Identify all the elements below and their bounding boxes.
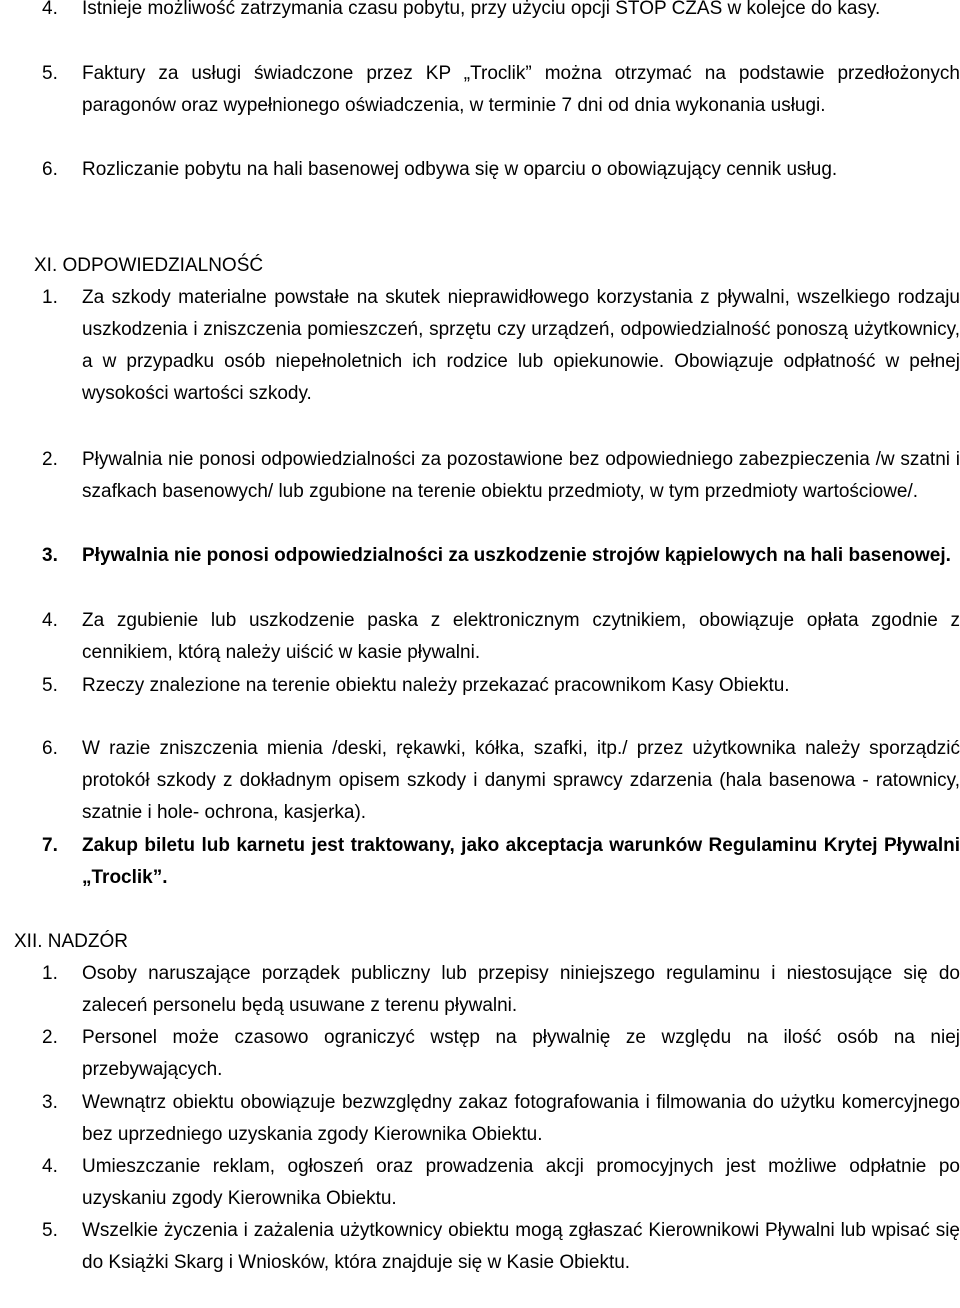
- item-text: Umieszczanie reklam, ogłoszeń oraz prowadzenia akcji promocyjnych jest możliwe odpłatnie po uzyskaniu zgody Kierownika Obiektu.: [82, 1156, 960, 1209]
- item-number: 5.: [42, 63, 58, 84]
- item-number: 4.: [42, 0, 58, 19]
- item-number: 6.: [42, 159, 58, 180]
- item-text: Za zgubienie lub uszkodzenie paska z elektronicznym czytnikiem, obowiązuje opłata zgodnie z cennikiem, którą należy uiścić w kasie pływalni.: [82, 610, 960, 663]
- item-text: Wszelkie życzenia i zażalenia użytkownicy obiektu mogą zgłaszać Kierownikowi Pływalni lub wpisać się do Książki Skarg i Wniosków, która znajduje się w Kasie Obiektu.: [82, 1220, 960, 1273]
- item-text: Pływalnia nie ponosi odpowiedzialności za uszkodzenie strojów kąpielowych na hali basenowej.: [82, 545, 951, 566]
- item-text: Za szkody materialne powstałe na skutek nieprawidłowego korzystania z pływalni, wszelkiego rodzaju uszkodzenia i zniszczenia pomieszczeń, sprzętu czy urządzeń, odpowiedzialność ponoszą użytkownicy, a w przypadku osób niepełnoletnich ich rodzice lub opiekunowie. Obowiązuje odpłatność w pełnej wysokości wartości szkody.: [82, 287, 960, 404]
- item-number: 1.: [42, 287, 58, 308]
- item-text: Zakup biletu lub karnetu jest traktowany, jako akceptacja warunków Regulaminu Krytej Pływalni „Troclik”.: [82, 835, 960, 888]
- list-item-xii-4: [42, 1151, 960, 1215]
- item-number: 4.: [42, 1156, 58, 1177]
- item-text: Osoby naruszające porządek publiczny lub przepisy niniejszego regulaminu i niestosujące się do zaleceń personelu będą usuwane z terenu pływalni.: [82, 963, 960, 1016]
- item-number: 4.: [42, 610, 58, 631]
- section-heading-xi: XI. ODPOWIEDZIALNOŚĆ: [34, 255, 264, 276]
- list-item-xi-2: [42, 444, 960, 540]
- list-item-xi-5: [42, 670, 960, 734]
- list-item-prev-6: [42, 154, 960, 218]
- item-text: Istnieje możliwość zatrzymania czasu pobytu, przy użyciu opcji STOP CZAS w kolejce do kasy.: [82, 0, 881, 19]
- list-item-xii-5: [42, 1215, 960, 1308]
- list-item-xii-3: [42, 1087, 960, 1151]
- list-item-prev-5: [42, 58, 960, 154]
- list-item-xii-2: [42, 1022, 960, 1086]
- item-number: 5.: [42, 1220, 58, 1241]
- item-text: W razie zniszczenia mienia /deski, rękawki, kółka, szafki, itp./ przez użytkownika należy sporządzić protokół szkody z dokładnym opisem szkody i danymi sprawcy zdarzenia (hala basenowa - ratownicy, szatnie i hole- ochrona, kasjerka).: [82, 738, 960, 823]
- list-item-prev-4: [42, 0, 960, 57]
- list-item-xi-1: [42, 282, 960, 442]
- item-number: 2.: [42, 449, 58, 470]
- item-number: 5.: [42, 675, 58, 696]
- item-text: Personel może czasowo ograniczyć wstęp na pływalnię ze względu na ilość osób na niej przebywających.: [82, 1027, 960, 1080]
- item-number: 7.: [42, 835, 58, 856]
- list-item-xii-1: [42, 958, 960, 1022]
- item-number: 3.: [42, 545, 58, 566]
- list-item-xi-3: [42, 540, 960, 604]
- item-number: 2.: [42, 1027, 58, 1048]
- item-number: 6.: [42, 738, 58, 759]
- item-text: Rozliczanie pobytu na hali basenowej odbywa się w oparciu o obowiązujący cennik usług.: [82, 159, 838, 180]
- item-text: Faktury za usługi świadczone przez KP „Troclik” można otrzymać na podstawie przedłożonych paragonów oraz wypełnionego oświadczenia, w terminie 7 dni od dnia wykonania usługi.: [82, 63, 960, 116]
- list-item-xi-7: [42, 830, 960, 894]
- list-item-xi-6: [42, 733, 960, 829]
- item-text: Rzeczy znalezione na terenie obiektu należy przekazać pracownikom Kasy Obiektu.: [82, 675, 790, 696]
- item-text: Pływalnia nie ponosi odpowiedzialności za pozostawione bez odpowiedniego zabezpieczenia /w szatni i szafkach basenowych/ lub zgubione na terenie obiektu przedmioty, w tym przedmioty wartościowe/.: [82, 449, 960, 502]
- list-item-xi-4: [42, 605, 960, 669]
- section-heading-xii: XII. NADZÓR: [14, 931, 129, 952]
- item-number: 1.: [42, 963, 58, 984]
- item-number: 3.: [42, 1092, 58, 1113]
- item-text: Wewnątrz obiektu obowiązuje bezwzględny zakaz fotografowania i filmowania do użytku komercyjnego bez uprzedniego uzyskania zgody Kierownika Obiektu.: [82, 1092, 960, 1145]
